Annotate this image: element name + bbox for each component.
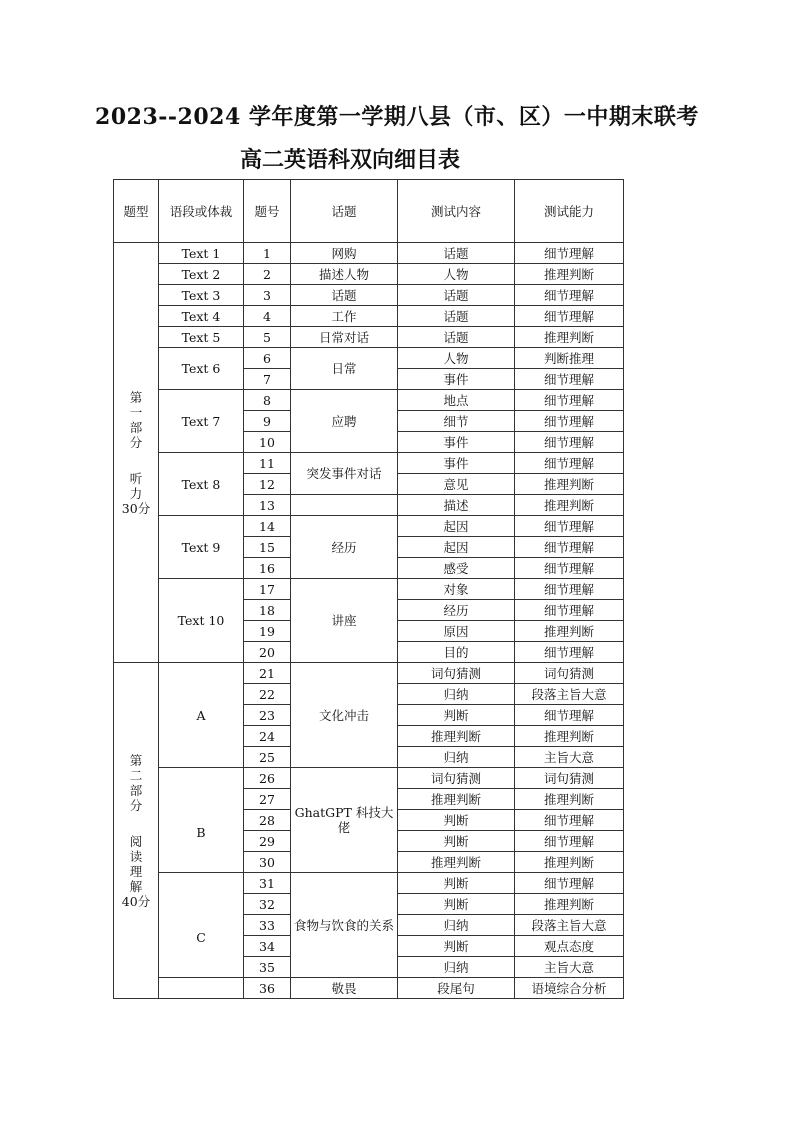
topic-cell: 应聘 (291, 390, 398, 453)
content-cell: 归纳 (398, 957, 515, 978)
question-number: 29 (244, 831, 291, 852)
passage-label: A (159, 663, 244, 768)
ability-cell: 细节理解 (515, 285, 624, 306)
content-cell: 话题 (398, 327, 515, 348)
text-label: Text 9 (159, 516, 244, 579)
text-label: Text 8 (159, 453, 244, 516)
ability-cell: 推理判断 (515, 495, 624, 516)
ability-cell: 细节理解 (515, 243, 624, 264)
content-cell: 归纳 (398, 684, 515, 705)
question-number: 15 (244, 537, 291, 558)
question-number: 22 (244, 684, 291, 705)
question-number: 10 (244, 432, 291, 453)
question-number: 17 (244, 579, 291, 600)
question-number: 30 (244, 852, 291, 873)
question-number: 18 (244, 600, 291, 621)
content-cell: 经历 (398, 600, 515, 621)
question-number: 8 (244, 390, 291, 411)
question-number: 26 (244, 768, 291, 789)
content-cell: 判断 (398, 894, 515, 915)
ability-cell: 细节理解 (515, 537, 624, 558)
question-number: 6 (244, 348, 291, 369)
content-cell: 判断 (398, 936, 515, 957)
content-cell: 判断 (398, 831, 515, 852)
topic-cell: GhatGPT 科技大佬 (291, 768, 398, 873)
content-cell: 事件 (398, 432, 515, 453)
header-cell: 语段或体裁 (159, 180, 244, 243)
table-row (114, 327, 624, 348)
topic-cell: 经历 (291, 516, 398, 579)
table-row (114, 348, 624, 369)
content-cell: 事件 (398, 453, 515, 474)
content-cell: 感受 (398, 558, 515, 579)
ability-cell: 主旨大意 (515, 747, 624, 768)
content-cell: 对象 (398, 579, 515, 600)
ability-cell: 细节理解 (515, 390, 624, 411)
question-number: 3 (244, 285, 291, 306)
text-label: Text 3 (159, 285, 244, 306)
content-cell: 起因 (398, 516, 515, 537)
ability-cell: 细节理解 (515, 306, 624, 327)
content-cell: 原因 (398, 621, 515, 642)
question-number: 12 (244, 474, 291, 495)
question-number: 35 (244, 957, 291, 978)
question-number: 14 (244, 516, 291, 537)
question-number: 16 (244, 558, 291, 579)
question-number: 4 (244, 306, 291, 327)
table-row (114, 285, 624, 306)
ability-cell: 细节理解 (515, 579, 624, 600)
content-cell: 意见 (398, 474, 515, 495)
topic-cell-empty (291, 495, 398, 516)
text-label: Text 1 (159, 243, 244, 264)
content-cell: 人物 (398, 264, 515, 285)
ability-cell: 细节理解 (515, 432, 624, 453)
question-number: 13 (244, 495, 291, 516)
header-cell: 题号 (244, 180, 291, 243)
passage-label-empty (159, 978, 244, 999)
ability-cell: 推理判断 (515, 327, 624, 348)
ability-cell: 词句猜测 (515, 768, 624, 789)
text-label: Text 5 (159, 327, 244, 348)
ability-cell: 细节理解 (515, 369, 624, 390)
content-cell: 话题 (398, 306, 515, 327)
table-header-row (114, 180, 624, 243)
content-cell: 地点 (398, 390, 515, 411)
content-cell: 描述 (398, 495, 515, 516)
ability-cell: 推理判断 (515, 621, 624, 642)
topic-cell: 食物与饮食的关系 (291, 873, 398, 978)
topic-cell: 敬畏 (291, 978, 398, 999)
section-label-listening: 第 一 部 分 听 力 30分 (114, 243, 159, 663)
ability-cell: 细节理解 (515, 411, 624, 432)
topic-cell: 讲座 (291, 579, 398, 663)
spec-table (113, 179, 624, 999)
question-number: 33 (244, 915, 291, 936)
table-row (114, 264, 624, 285)
ability-cell: 推理判断 (515, 726, 624, 747)
topic-cell: 文化冲击 (291, 663, 398, 768)
ability-cell: 细节理解 (515, 453, 624, 474)
question-number: 27 (244, 789, 291, 810)
question-number: 5 (244, 327, 291, 348)
document-subtitle: 高二英语科双向细目表 (240, 147, 461, 173)
table-row (114, 873, 624, 894)
text-label: Text 10 (159, 579, 244, 663)
content-cell: 目的 (398, 642, 515, 663)
content-cell: 事件 (398, 369, 515, 390)
table-row (114, 243, 624, 264)
question-number: 34 (244, 936, 291, 957)
content-cell: 细节 (398, 411, 515, 432)
question-number: 31 (244, 873, 291, 894)
ability-cell: 语境综合分析 (515, 978, 624, 999)
topic-cell: 工作 (291, 306, 398, 327)
question-number: 7 (244, 369, 291, 390)
question-number: 11 (244, 453, 291, 474)
table-row (114, 453, 624, 474)
question-number: 21 (244, 663, 291, 684)
topic-cell: 日常 (291, 348, 398, 390)
topic-cell: 突发事件对话 (291, 453, 398, 495)
ability-cell: 段落主旨大意 (515, 915, 624, 936)
content-cell: 推理判断 (398, 726, 515, 747)
ability-cell: 细节理解 (515, 873, 624, 894)
content-cell: 词句猜测 (398, 663, 515, 684)
question-number: 2 (244, 264, 291, 285)
passage-label: B (159, 768, 244, 873)
text-label: Text 2 (159, 264, 244, 285)
question-number: 23 (244, 705, 291, 726)
section-label-reading: 第 二 部 分 阅 读 理 解 40分 (114, 663, 159, 999)
passage-label: C (159, 873, 244, 978)
question-number: 20 (244, 642, 291, 663)
content-cell: 归纳 (398, 747, 515, 768)
ability-cell: 观点态度 (515, 936, 624, 957)
text-label: Text 6 (159, 348, 244, 390)
content-cell: 话题 (398, 285, 515, 306)
question-number: 19 (244, 621, 291, 642)
ability-cell: 推理判断 (515, 789, 624, 810)
ability-cell: 推理判断 (515, 852, 624, 873)
header-cell: 题型 (114, 180, 159, 243)
text-label: Text 4 (159, 306, 244, 327)
content-cell: 判断 (398, 810, 515, 831)
content-cell: 判断 (398, 705, 515, 726)
header-cell: 测试内容 (398, 180, 515, 243)
table-row (114, 978, 624, 999)
ability-cell: 词句猜测 (515, 663, 624, 684)
table-row (114, 516, 624, 537)
table-row (114, 390, 624, 411)
topic-cell: 话题 (291, 285, 398, 306)
ability-cell: 细节理解 (515, 558, 624, 579)
content-cell: 词句猜测 (398, 768, 515, 789)
ability-cell: 细节理解 (515, 642, 624, 663)
text-label: Text 7 (159, 390, 244, 453)
content-cell: 推理判断 (398, 789, 515, 810)
question-number: 25 (244, 747, 291, 768)
question-number: 32 (244, 894, 291, 915)
ability-cell: 主旨大意 (515, 957, 624, 978)
question-number: 28 (244, 810, 291, 831)
content-cell: 人物 (398, 348, 515, 369)
ability-cell: 细节理解 (515, 810, 624, 831)
ability-cell: 细节理解 (515, 516, 624, 537)
content-cell: 归纳 (398, 915, 515, 936)
question-number: 36 (244, 978, 291, 999)
header-cell: 测试能力 (515, 180, 624, 243)
ability-cell: 段落主旨大意 (515, 684, 624, 705)
table-row (114, 663, 624, 684)
content-cell: 起因 (398, 537, 515, 558)
table-row (114, 306, 624, 327)
topic-cell: 描述人物 (291, 264, 398, 285)
ability-cell: 细节理解 (515, 600, 624, 621)
document-title: 2023--2024 学年度第一学期八县（市、区）一中期末联考 (95, 104, 699, 130)
ability-cell: 细节理解 (515, 831, 624, 852)
ability-cell: 判断推理 (515, 348, 624, 369)
header-cell: 话题 (291, 180, 398, 243)
ability-cell: 推理判断 (515, 264, 624, 285)
question-number: 24 (244, 726, 291, 747)
question-number: 9 (244, 411, 291, 432)
table-row (114, 768, 624, 789)
topic-cell: 网购 (291, 243, 398, 264)
content-cell: 话题 (398, 243, 515, 264)
ability-cell: 推理判断 (515, 894, 624, 915)
question-number: 1 (244, 243, 291, 264)
content-cell: 判断 (398, 873, 515, 894)
ability-cell: 推理判断 (515, 474, 624, 495)
content-cell: 推理判断 (398, 852, 515, 873)
content-cell: 段尾句 (398, 978, 515, 999)
table-row (114, 579, 624, 600)
topic-cell: 日常对话 (291, 327, 398, 348)
ability-cell: 细节理解 (515, 705, 624, 726)
